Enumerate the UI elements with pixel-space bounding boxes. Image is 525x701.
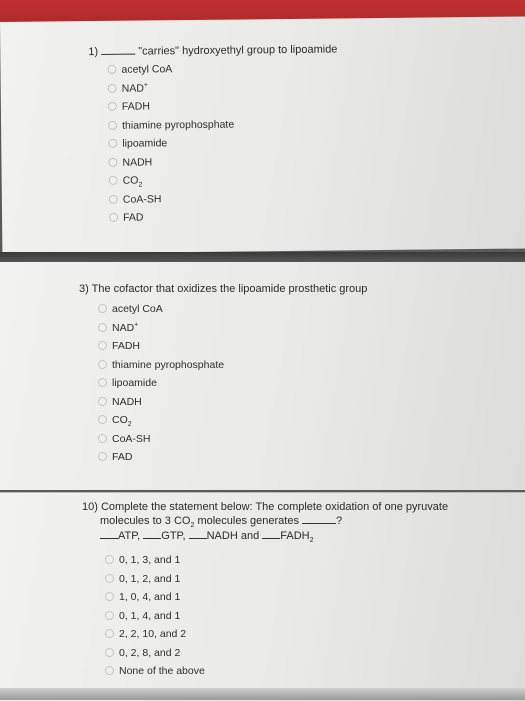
option-e[interactable]: 2, 2, 10, and 2 (105, 625, 205, 644)
radio-button[interactable] (105, 666, 114, 675)
radio-button[interactable] (109, 176, 118, 185)
option-d[interactable]: 0, 1, 4, and 1 (105, 607, 205, 626)
option-lipoamide[interactable]: lipoamide (98, 374, 224, 393)
option-acetyl-coa[interactable]: acetyl CoA (107, 60, 233, 80)
option-fad[interactable]: FAD (109, 208, 235, 228)
radio-button[interactable] (105, 574, 114, 583)
question-1-number: 1) (88, 45, 99, 59)
radio-button[interactable] (98, 360, 107, 369)
option-none[interactable]: None of the above (105, 662, 205, 681)
answer-blank-gtp (143, 538, 161, 539)
next-page-edge (0, 688, 525, 700)
option-coa-sh[interactable]: CoA-SH (109, 189, 235, 209)
question-3-options (98, 300, 224, 467)
radio-button[interactable] (105, 555, 114, 564)
question-1-prompt (88, 42, 337, 59)
radio-button[interactable] (105, 592, 114, 601)
radio-button[interactable] (108, 83, 117, 92)
question-1-text: "carries" hydroxyethyl group to lipoamide (138, 43, 338, 58)
option-a[interactable]: 0, 1, 3, and 1 (105, 551, 205, 570)
radio-button[interactable] (98, 323, 107, 332)
option-nadh[interactable]: NADH (98, 393, 224, 412)
radio-button[interactable] (108, 102, 117, 111)
option-fadh[interactable]: FADH (98, 337, 224, 356)
radio-button[interactable] (108, 120, 117, 129)
radio-button[interactable] (109, 213, 118, 222)
option-coa-sh[interactable]: CoA-SH (98, 430, 224, 449)
radio-button[interactable] (107, 65, 116, 74)
radio-button[interactable] (98, 378, 107, 387)
option-acetyl-coa[interactable]: acetyl CoA (98, 300, 224, 319)
question-10-options (105, 551, 205, 681)
question-10-line-2: molecules to 3 $CO_2$ molecules generates ? (100, 515, 343, 530)
answer-blank-fadh2 (262, 538, 280, 539)
radio-button[interactable] (105, 611, 114, 620)
option-thiamine-pyrophosphate[interactable]: thiamine pyrophosphate (98, 356, 224, 375)
option-co2[interactable]: $CO_2$ (98, 411, 224, 430)
option-nad[interactable]: NAD+ (108, 78, 234, 98)
radio-button[interactable] (108, 157, 117, 166)
question-10-sheet (0, 492, 525, 701)
radio-button[interactable] (98, 434, 107, 443)
radio-button[interactable] (105, 648, 114, 657)
radio-button[interactable] (109, 194, 118, 203)
option-fadh[interactable]: FADH (108, 97, 234, 117)
question-3-sheet (0, 262, 525, 490)
option-fad[interactable]: FAD (98, 448, 224, 467)
radio-button[interactable] (105, 629, 114, 638)
question-1-sheet (0, 17, 525, 254)
radio-button[interactable] (108, 139, 117, 148)
option-nadh[interactable]: NADH (108, 152, 234, 172)
question-1-options (107, 60, 235, 228)
answer-blank-atp (100, 538, 118, 539)
radio-button[interactable] (98, 397, 107, 406)
option-lipoamide[interactable]: lipoamide (108, 134, 234, 154)
answer-blank (101, 54, 135, 55)
question-10-line-3: ATP, GTP, NADH and $FADH_2$ (100, 529, 314, 543)
answer-blank-nadh (189, 538, 207, 539)
option-thiamine-pyrophosphate[interactable]: thiamine pyrophosphate (108, 115, 234, 135)
radio-button[interactable] (98, 304, 107, 313)
option-b[interactable]: 0, 1, 2, and 1 (105, 570, 205, 589)
question-3-prompt: 3) The cofactor that oxidizes the lipoamide prosthetic group (79, 283, 368, 295)
radio-button[interactable] (98, 452, 107, 461)
option-co2[interactable]: $CO_2$ (109, 171, 235, 191)
radio-button[interactable] (98, 415, 107, 424)
question-10-line-1: 10) Complete the statement below: The complete oxidation of one pyruvate (82, 501, 449, 513)
radio-button[interactable] (98, 341, 107, 350)
option-f[interactable]: 0, 2, 8, and 2 (105, 644, 205, 663)
option-c[interactable]: 1, 0, 4, and 1 (105, 588, 205, 607)
option-nad[interactable]: NAD+ (98, 319, 224, 338)
answer-blank (302, 523, 336, 524)
